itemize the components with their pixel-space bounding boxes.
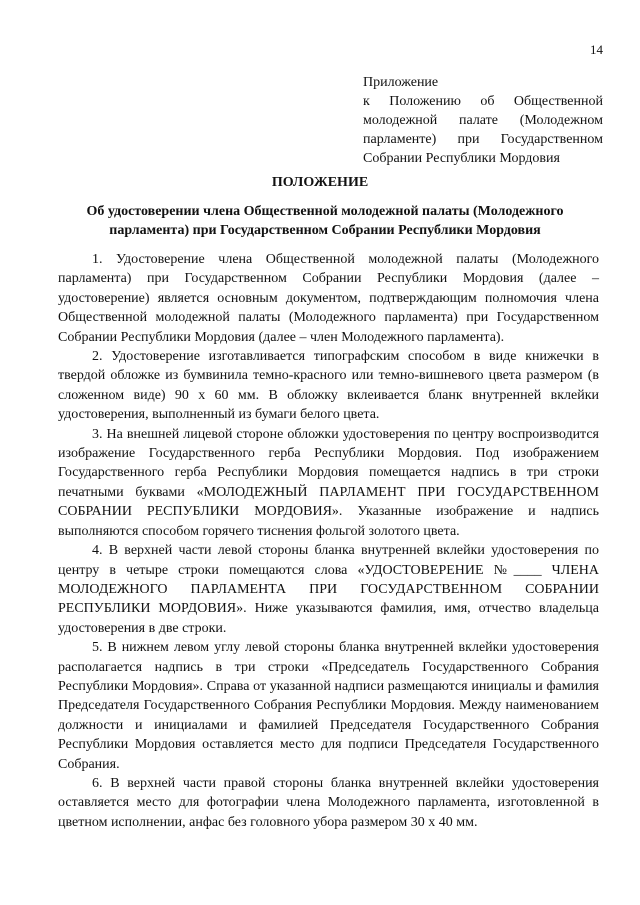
paragraph-6: 6. В верхней части правой стороны бланка внутренней вклейки удостоверения оставляется место для фотографии члена Молодежного парламента, изготовленной в цветном исполнении, анфас без головного убора размером 30 х 40 мм. [58,775,599,830]
paragraph-5: 5. В нижнем левом углу левой стороны бланка внутренней вклейки удостоверения располагается надпись в три строки «Председатель Государственного Собрания Республики Мордовия». Справа от указанной надписи размещаются инициалы и фамилия Председателя Государственного Собрания Республики Мордовия. Между наименованием должности и инициалами и фамилией Председателя Государственного Собрания Республики Мордовия оставляется место для подписи Председателя Государственного Собрания. [58,640,599,772]
appendix-line: к Положению об Общественной [363,94,603,109]
document-heading: ПОЛОЖЕНИЕ [271,175,369,190]
paragraph-1: 1. Удостоверение члена Общественной молодежной палаты (Молодежного парламента) при Государственном Собрании Республики Мордовия (далее – удостоверение) является основным документом, подтверждающим полномочия члена Общественной молодежной палаты (Молодежного парламента) при Государственном Собрании Республики Мордовия (далее – член Молодежного парламента). [58,252,599,345]
document-body [58,250,599,832]
document-subtitle: Об удостоверении члена Общественной молодежной палаты (Молодежного парламента) при Государственном Собрании Республики Мордовия [86,204,564,238]
paragraph-4: 4. В верхней части левой стороны бланка внутренней вклейки удостоверения по центру в четыре строки помещаются слова «УДОСТОВЕРЕНИЕ №____ ЧЛЕНА МОЛОДЕЖНОГО ПАРЛАМЕНТА ПРИ ГОСУДАРСТВЕННОМ СОБРАНИИ РЕСПУБЛИКИ МОРДОВИЯ». Ниже указываются фамилия, имя, отчество владельца удостоверения в две строки. [58,543,599,636]
appendix-line: Приложение [363,75,439,90]
appendix-line: парламенте) при Государственном [363,132,603,147]
appendix-line: молодежной палате (Молодежном [363,113,603,128]
paragraph-2: 2. Удостоверение изготавливается типографским способом в виде книжечки в твердой обложке из бумвинила темно-красного или темно-вишневого цвета размером (в сложенном виде) 90 х 60 мм. В обложку вклеивается бланк внутренней вклейки удостоверения, выполненный из бумаги белого цвета. [58,349,599,423]
paragraph-3: 3. На внешней лицевой стороне обложки удостоверения по центру воспроизводится изображение Государственного герба Республики Мордовия. Под изображением Государственного герба Республики Мордовия помещается надпись в три строки печатными буквами «МОЛОДЕЖНЫЙ ПАРЛАМЕНТ ПРИ ГОСУДАРСТВЕННОМ СОБРАНИИ РЕСПУБЛИКИ МОРДОВИЯ». Указанные изображение и надпись выполняются способом горячего тиснения фольгой золотого цвета. [58,426,599,539]
appendix-line: Собрании Республики Мордовия [363,151,560,166]
appendix-note [363,73,603,168]
page-number: 14 [590,42,603,57]
